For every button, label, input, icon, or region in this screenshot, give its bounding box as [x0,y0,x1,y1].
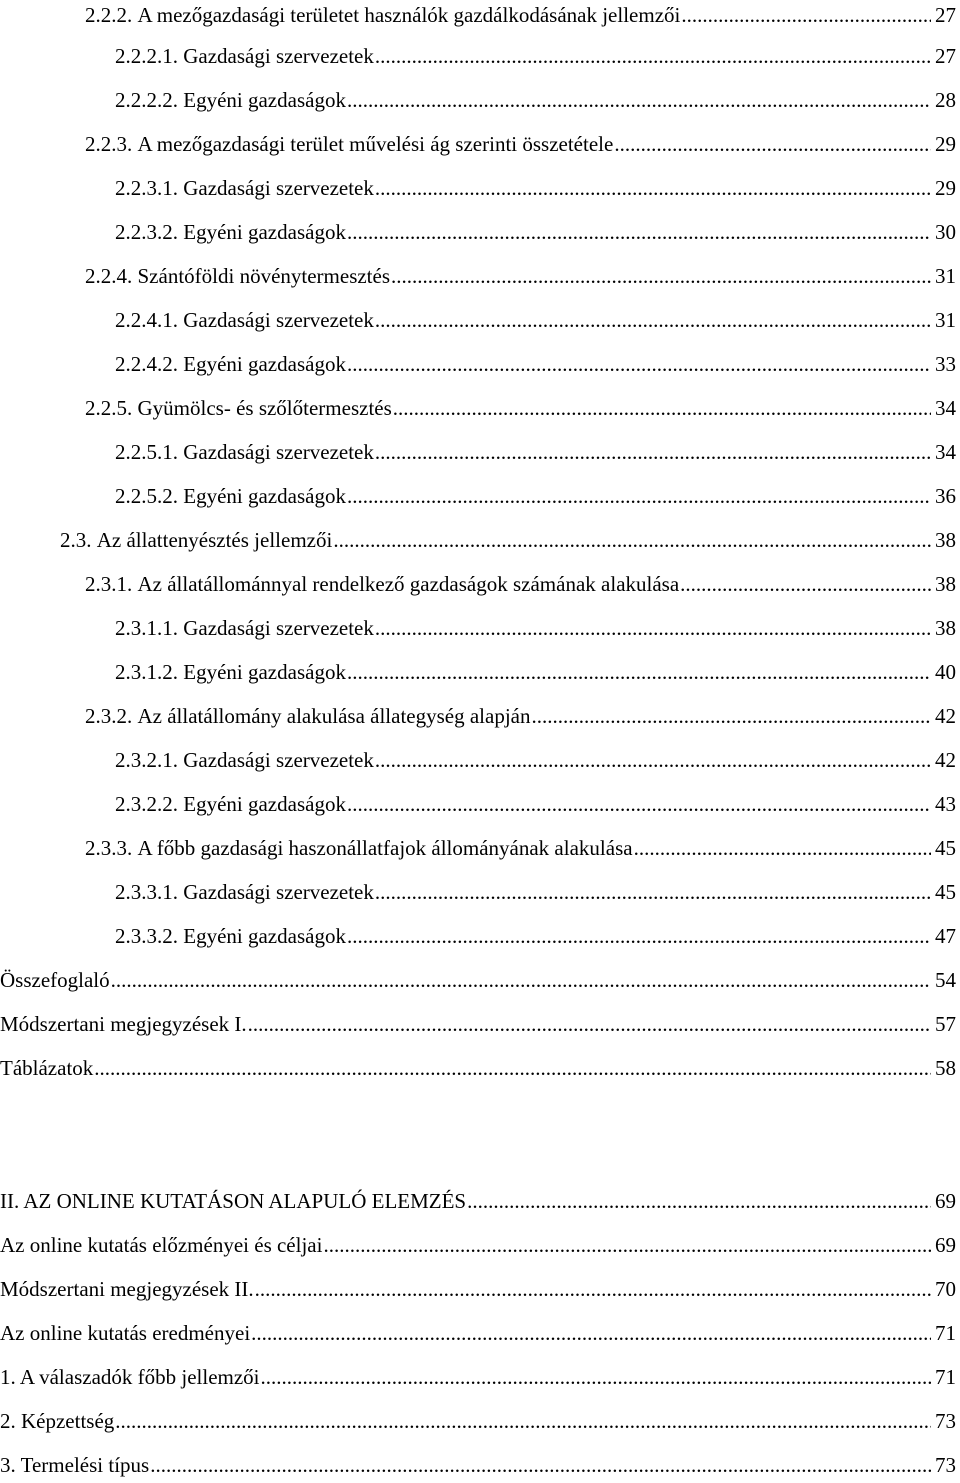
dot-leader [680,569,931,599]
toc-entry-number: 2.3.1.2. [115,660,178,684]
dot-leader [111,965,931,995]
toc-entry-title: Gazdasági szervezetek [183,176,374,200]
toc-entry-page: 30 [935,220,956,244]
toc-entry-title: Gazdasági szervezetek [183,308,374,332]
toc-entry-title: Egyéni gazdaságok [183,660,346,684]
toc-entry-title: Módszertani megjegyzések I. [0,1012,247,1036]
toc-entry-title: Egyéni gazdaságok [183,924,346,948]
toc-entry-number: 2.2.3.2. [115,220,178,244]
dot-leader [347,657,931,687]
toc-entry-2-3-2-1[interactable] [115,745,956,775]
toc-entry-2-2-4-1[interactable] [115,305,956,335]
toc-entry-number: 2.2.2.1. [115,44,178,68]
dot-leader [614,129,931,159]
toc-entry-page: 69 [935,1233,956,1257]
toc-entry-title: 3. Termelési típus [0,1453,150,1477]
toc-entry-page: 27 [935,3,956,27]
toc-entry-number: 2.3.3.2. [115,924,178,948]
dot-leader [391,261,931,291]
dot-leader [347,217,931,247]
toc-entry-title: Módszertani megjegyzések II. [0,1277,254,1301]
toc-entry-page: 69 [935,1189,956,1213]
toc-entry-title: Az állattenyésztés jellemzői [96,528,333,552]
toc-entry-tablazatok[interactable] [0,1053,956,1083]
toc-entry-number: 2.3. [60,528,92,552]
toc-entry-number: 2.3.3.1. [115,880,178,904]
toc-entry-title: Az állatállomány alakulása állategység alapján [137,704,531,728]
toc-entry-number: 2.2.3.1. [115,176,178,200]
toc-entry-2-2-4-2[interactable] [115,349,956,379]
toc-entry-title: A mezőgazdasági területet használók gazdálkodásának jellemzői [137,3,681,27]
dot-leader [248,1009,931,1039]
toc-entry-title: Gazdasági szervezetek [183,616,374,640]
toc-entry-page: 31 [935,264,956,288]
toc-entry-page: 71 [935,1321,956,1345]
toc-entry-number: 2.2.2. [85,3,133,27]
toc-entry-page: 27 [935,44,956,68]
toc-entry-title: Gazdasági szervezetek [183,748,374,772]
toc-entry-modszertani-megjegyzesek-2[interactable] [0,1274,956,1304]
toc-entry-2-2-5[interactable] [85,393,956,423]
toc-entry-title: A főbb gazdasági haszonállatfajok állományának alakulása [137,836,633,860]
toc-entry-title: Egyéni gazdaságok [183,792,346,816]
toc-entry-online-kutatas-eredmenyei[interactable] [0,1318,956,1348]
toc-entry-page: 29 [935,132,956,156]
toc-entry-page: 70 [935,1277,956,1301]
toc-entry-page: 36 [935,484,956,508]
dot-leader [251,1318,931,1348]
toc-entry-kepzettseg[interactable] [0,1406,956,1436]
toc-entry-2-2-2-2[interactable] [115,85,956,115]
dot-leader [375,437,931,467]
dot-leader [393,393,931,423]
toc-entry-title: Egyéni gazdaságok [183,484,346,508]
dot-leader [150,1450,931,1480]
dot-leader [634,833,931,863]
dot-leader [115,1406,931,1436]
dot-leader [323,1230,931,1260]
toc-entry-title: Gyümölcs- és szőlőtermesztés [137,396,392,420]
toc-entry-number: 2.2.5. [85,396,133,420]
dot-leader [375,613,931,643]
toc-entry-number: 2.2.4.2. [115,352,178,376]
toc-entry-title: Gazdasági szervezetek [183,880,374,904]
toc-entry-page: 34 [935,440,956,464]
toc-entry-valaszadok-jellemzoi[interactable] [0,1362,956,1392]
toc-entry-title: Az állatállománnyal rendelkező gazdaságok számának alakulása [137,572,680,596]
toc-entry-2-2-3-2[interactable] [115,217,956,247]
toc-entry-number: 2.2.5.2. [115,484,178,508]
toc-entry-2-3-1[interactable] [85,569,956,599]
toc-entry-2-2-2-1[interactable] [115,41,956,71]
toc-entry-2-2-3[interactable] [85,129,956,159]
toc-entry-2-2-3-1[interactable] [115,173,956,203]
toc-entry-osszefoglalo[interactable] [0,965,956,995]
toc-entry-2-3-3-1[interactable] [115,877,956,907]
toc-entry-page: 73 [935,1409,956,1433]
toc-entry-title: Táblázatok [0,1056,94,1080]
toc-entry-title: Az online kutatás eredményei [0,1321,251,1345]
toc-entry-number: 2.2.3. [85,132,133,156]
toc-entry-2-3-2-2[interactable] [115,789,956,819]
toc-entry-termelesi-tipus[interactable] [0,1450,956,1480]
toc-entry-number: 2.3.1. [85,572,133,596]
toc-entry-number: 2.3.2.2. [115,792,178,816]
dot-leader [333,525,931,555]
toc-entry-2-3-3-2[interactable] [115,921,956,951]
toc-entry-number: 2.2.5.1. [115,440,178,464]
toc-entry-page: 34 [935,396,956,420]
toc-entry-page: 33 [935,352,956,376]
toc-entry-title: Gazdasági szervezetek [183,44,374,68]
toc-entry-page: 43 [935,792,956,816]
dot-leader [94,1053,931,1083]
toc-entry-title: 2. Képzettség [0,1409,115,1433]
toc-entry-number: 2.3.2. [85,704,133,728]
dot-leader [347,921,931,951]
toc-entry-title: Összefoglaló [0,968,110,992]
dot-leader [347,349,931,379]
toc-entry-page: 73 [935,1453,956,1477]
toc-entry-page: 31 [935,308,956,332]
toc-entry-title: Az online kutatás előzményei és céljai [0,1233,323,1257]
toc-entry-number: 2.2.4. [85,264,133,288]
toc-entry-title: Gazdasági szervezetek [183,440,374,464]
dot-leader [375,877,931,907]
toc-entry-page: 47 [935,924,956,948]
dot-leader [375,41,931,71]
dot-leader [532,701,932,731]
toc-entry-page: 28 [935,88,956,112]
dot-leader [347,85,931,115]
dot-leader [347,789,931,819]
toc-entry-page: 38 [935,572,956,596]
toc-entry-title: Egyéni gazdaságok [183,220,346,244]
toc-entry-page: 57 [935,1012,956,1036]
dot-leader [261,1362,931,1392]
toc-entry-online-kutatas-elozmenyei[interactable] [0,1230,956,1260]
dot-leader [375,745,931,775]
toc-entry-2-3-1-2[interactable] [115,657,956,687]
toc-entry-2-3-1-1[interactable] [115,613,956,643]
toc-entry-page: 71 [935,1365,956,1389]
toc-entry-2-3[interactable] [60,525,956,555]
toc-entry-page: 42 [935,704,956,728]
toc-entry-title: II. AZ ONLINE KUTATÁSON ALAPULÓ ELEMZÉS [0,1189,467,1213]
toc-entry-title: 1. A válaszadók főbb jellemzői [0,1365,260,1389]
dot-leader [347,481,931,511]
dot-leader [681,0,931,30]
toc-entry-2-3-2[interactable] [85,701,956,731]
toc-entry-page: 45 [935,836,956,860]
dot-leader [375,173,931,203]
dot-leader [375,305,931,335]
toc-entry-number: 2.3.1.1. [115,616,178,640]
dot-leader [467,1186,931,1216]
toc-entry-title: Egyéni gazdaságok [183,352,346,376]
toc-entry-page: 58 [935,1056,956,1080]
toc-entry-page: 38 [935,616,956,640]
toc-entry-page: 29 [935,176,956,200]
toc-entry-page: 42 [935,748,956,772]
toc-entry-2-3-3[interactable] [85,833,956,863]
toc-entry-2-2-5-2[interactable] [115,481,956,511]
dot-leader [255,1274,931,1304]
toc-entry-title: Szántóföldi növénytermesztés [137,264,391,288]
toc-entry-page: 38 [935,528,956,552]
toc-entry-2-2-4[interactable] [85,261,956,291]
toc-entry-modszertani-megjegyzesek-1[interactable] [0,1009,956,1039]
toc-entry-number: 2.3.3. [85,836,133,860]
toc-entry-number: 2.2.2.2. [115,88,178,112]
toc-entry-number: 2.3.2.1. [115,748,178,772]
toc-entry-2-2-5-1[interactable] [115,437,956,467]
toc-entry-page: 40 [935,660,956,684]
toc-entry-2-2-2[interactable] [85,0,956,30]
toc-entry-title: Egyéni gazdaságok [183,88,346,112]
toc-entry-page: 45 [935,880,956,904]
toc-entry-title: A mezőgazdasági terület művelési ág szerinti összetétele [137,132,614,156]
toc-entry-number: 2.2.4.1. [115,308,178,332]
toc-entry-page: 54 [935,968,956,992]
toc-entry-online-kutatas-elemzes[interactable] [0,1186,956,1216]
